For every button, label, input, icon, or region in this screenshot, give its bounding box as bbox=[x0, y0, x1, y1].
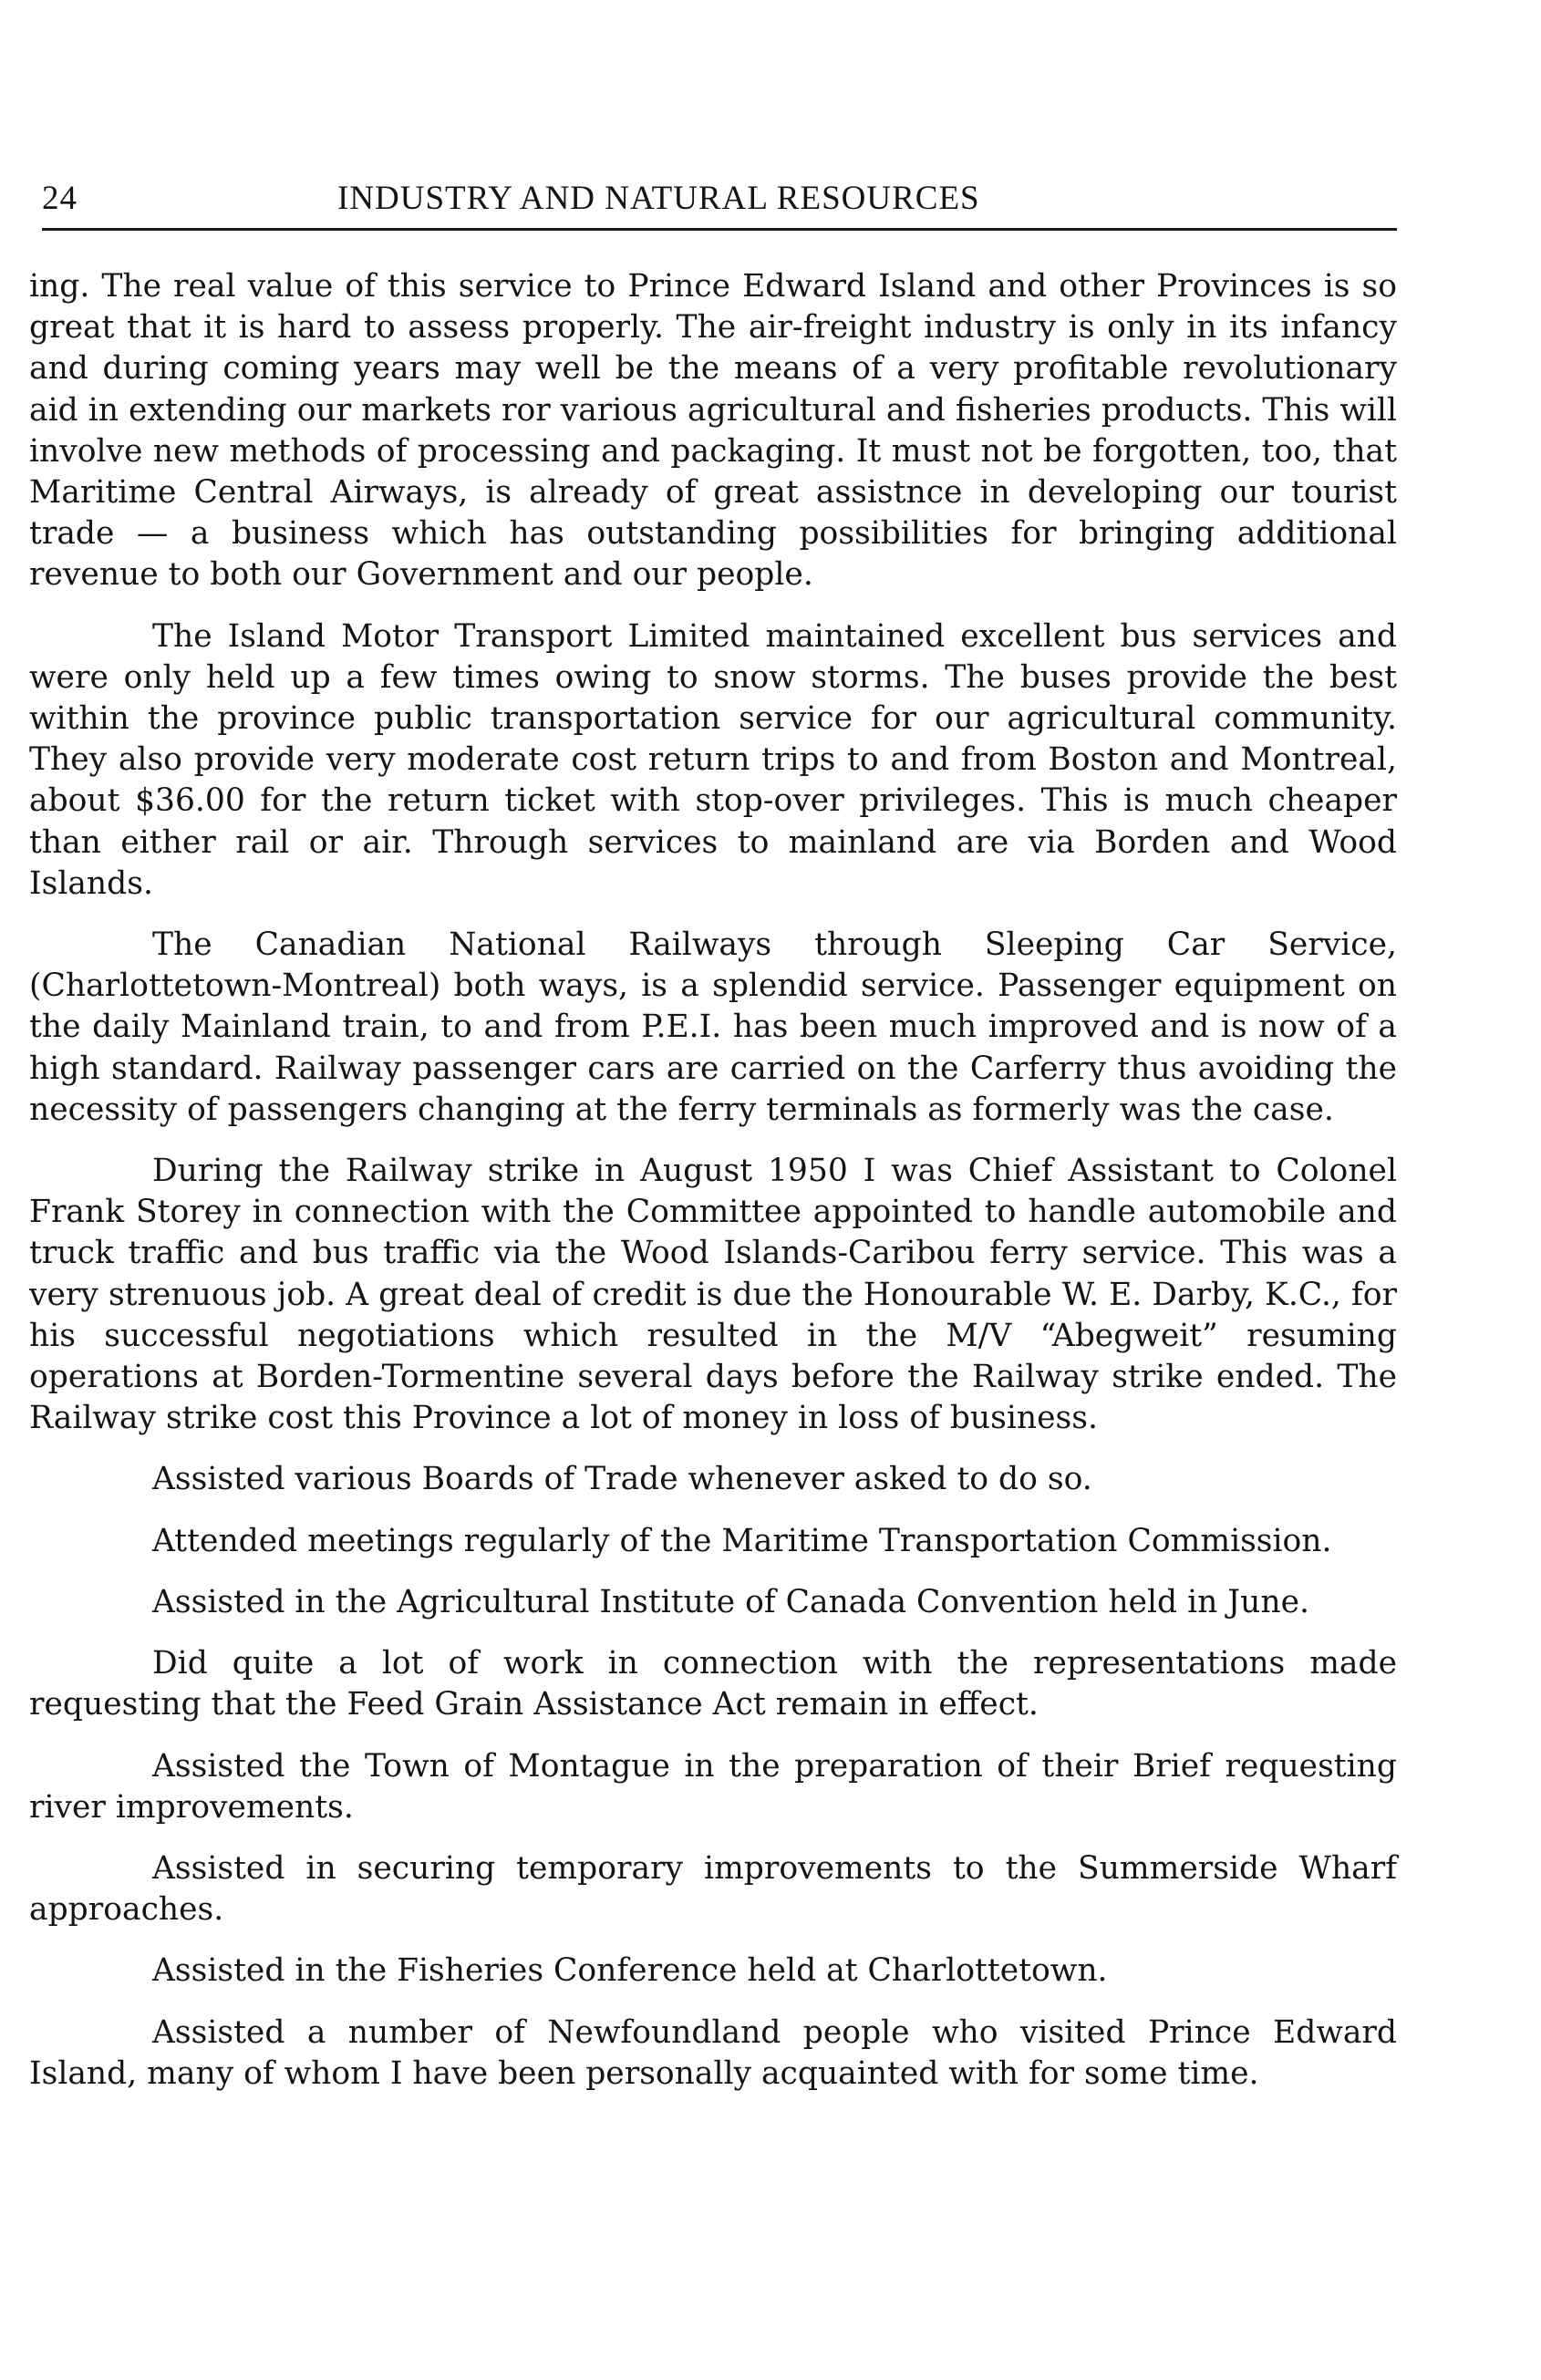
paragraph-canadian-national-railways: The Canadian National Railways through Sleeping Car Service, (Charlottetown-Montreal) both ways, is a splendid service. Passenger equipment on the daily Mainland train, to and from P.E.I. has been much improved and is now of a high standard. Railway passenger cars are carried on the Carferry thus avoiding the necessity of passengers changing at the ferry terminals as formerly was the case. bbox=[29, 926, 1397, 1128]
paragraph-feed-grain: Did quite a lot of work in connection with the representations made requesting that the Feed Grain Assistance Act remain in effect. bbox=[29, 1645, 1397, 1723]
paragraph-island-motor-transport: The Island Motor Transport Limited maintained excellent bus services and were only held up a few times owing to snow storms. The buses provide the best within the province public transportation service for our agricultural community. They also provide very moderate cost return trips to and from Boston and Montreal, about $36.00 for the return ticket with stop-over privileges. This is much cheaper than either rail or air. Through services to mainland are via Borden and Wood Islands. bbox=[29, 617, 1397, 902]
paragraph-fisheries-conference: Assisted in the Fisheries Conference held at Charlottetown. bbox=[152, 1952, 1108, 1990]
running-title: INDUSTRY AND NATURAL RESOURCES bbox=[337, 180, 980, 217]
paragraph-boards-of-trade: Assisted various Boards of Trade whenever asked to do so. bbox=[152, 1461, 1092, 1498]
paragraph-town-of-montague: Assisted the Town of Montague in the preparation of their Brief requesting river improvements. bbox=[29, 1747, 1397, 1826]
paragraph-maritime-transportation: Attended meetings regularly of the Maritime Transportation Commission. bbox=[152, 1522, 1332, 1559]
paragraph-air-freight: ing. The real value of this service to Prince Edward Island and other Provinces is so great that it is hard to assess properly. The air-freight industry is only in its infancy and during coming years may well be the means of a very profitable revolutionary aid in extending our markets ror various agricultural and fisheries products. This will involve new methods of processing and packaging. It must not be forgotten, too, that Maritime Central Airways, is already of great assistnce in developing our tourist trade — a business which has outstanding possibilities for bringing additional revenue to both our Government and our people. bbox=[29, 268, 1397, 594]
running-head bbox=[29, 179, 1397, 222]
page-number: 24 bbox=[42, 180, 78, 217]
paragraph-summerside-wharf: Assisted in securing temporary improvements to the Summerside Wharf approaches. bbox=[29, 1849, 1397, 1929]
paragraph-agricultural-institute: Assisted in the Agricultural Institute of Canada Convention held in June. bbox=[152, 1583, 1309, 1620]
paragraph-railway-strike: During the Railway strike in August 1950 I was Chief Assistant to Colonel Frank Storey in connection with the Committee appointed to handle automobile and truck traffic and bus traffic via the Wood Islands-Caribou ferry service. This was a very strenuous job. A great deal of credit is due the Honourable W. E. Darby, K.C., for his successful negotiations which resulted in the M/V “Abegweit” resuming operations at Borden-Tormentine several days before the Railway strike ended. The Railway strike cost this Province a lot of money in loss of business. bbox=[29, 1153, 1397, 1437]
paragraph-newfoundland-visitors: Assisted a number of Newfoundland people who visited Prince Edward Island, many of whom I have been personally acquainted with for some time. bbox=[29, 2013, 1397, 2092]
document-page bbox=[29, 0, 1397, 2380]
body-text bbox=[29, 266, 1397, 2095]
header-rule bbox=[42, 228, 1397, 231]
